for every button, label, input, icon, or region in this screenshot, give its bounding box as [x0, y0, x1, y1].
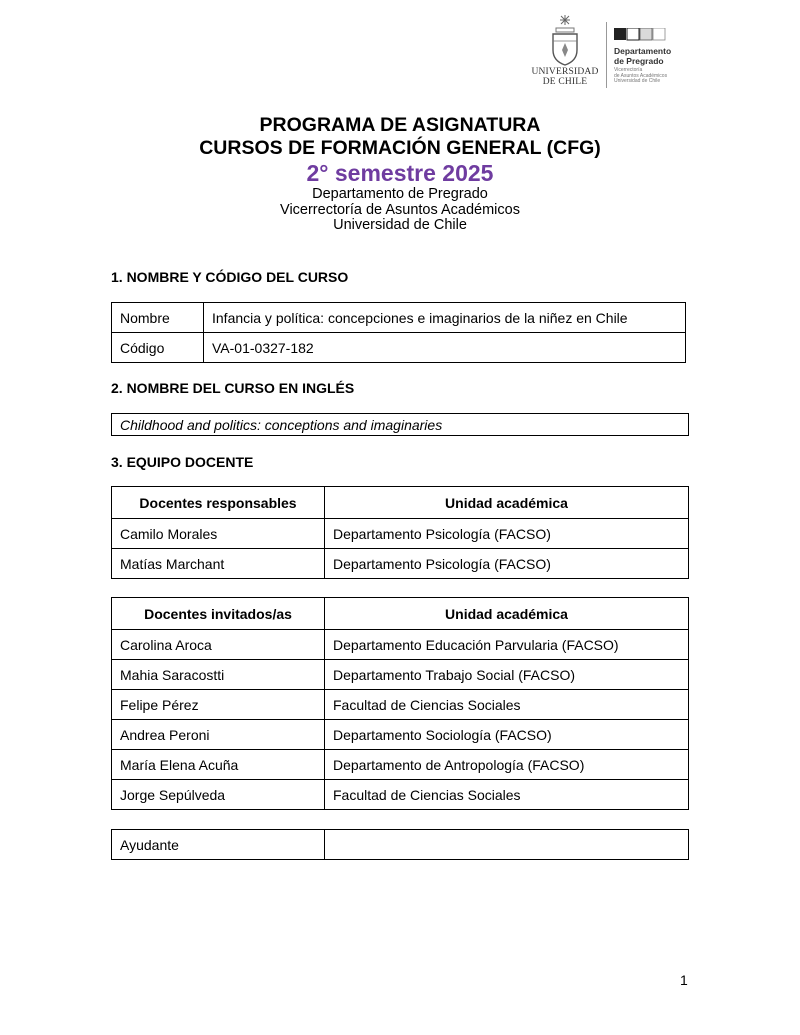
title-line-2: CURSOS DE FORMACIÓN GENERAL (CFG): [199, 137, 601, 159]
docentes-invitados-table: [111, 597, 689, 810]
university-logo-line-1: UNIVERSIDAD: [531, 67, 599, 77]
header-logos: [528, 14, 688, 90]
table-row: [112, 414, 689, 436]
section-1-heading: 1. NOMBRE Y CÓDIGO DEL CURSO: [111, 269, 349, 285]
semester-title: 2° semestre 2025: [306, 160, 494, 186]
department-logo-mark-icon: [614, 28, 666, 42]
table-row: [112, 750, 689, 780]
unidad-academica: Departamento Sociología (FACSO): [325, 720, 689, 750]
table-row: [112, 690, 689, 720]
logo-divider: [606, 22, 607, 88]
docente-name: Andrea Peroni: [112, 720, 325, 750]
ayudante-value: [325, 830, 689, 860]
department-logo-sub-1: Vicerrectoría: [614, 67, 643, 73]
table-row: [112, 549, 689, 579]
unidad-academica: Facultad de Ciencias Sociales: [325, 780, 689, 810]
docente-name: María Elena Acuña: [112, 750, 325, 780]
course-name-value: Infancia y política: concepciones e imaginarios de la niñez en Chile: [204, 303, 686, 333]
department-logo-sub-3: Universidad de Chile: [614, 78, 661, 84]
table-row: [112, 660, 689, 690]
unidad-academica: Departamento de Antropología (FACSO): [325, 750, 689, 780]
title-line-1: PROGRAMA DE ASIGNATURA: [259, 114, 541, 136]
docente-name: Mahia Saracostti: [112, 660, 325, 690]
unidad-academica: Departamento Educación Parvularia (FACSO): [325, 630, 689, 660]
table-row: [112, 333, 686, 363]
ayudante-label: Ayudante: [112, 830, 325, 860]
table-row: [112, 630, 689, 660]
english-name-table: [111, 413, 689, 436]
table-row: [112, 780, 689, 810]
docente-name: Jorge Sepúlveda: [112, 780, 325, 810]
docente-name: Camilo Morales: [112, 519, 325, 549]
ayudante-table: [111, 829, 689, 860]
unidad-academica: Departamento Psicología (FACSO): [325, 519, 689, 549]
departamento-pregrado-logo: [614, 28, 694, 85]
university-crest-icon: [548, 14, 582, 66]
department-logo-sub-2: de Asuntos Académicos: [614, 72, 668, 79]
table-row: [112, 519, 689, 549]
column-header-unidad-academica: Unidad académica: [325, 487, 689, 519]
column-header-unidad-academica: Unidad académica: [325, 598, 689, 630]
subtitle-university: Universidad de Chile: [333, 217, 467, 233]
unidad-academica: Departamento Psicología (FACSO): [325, 549, 689, 579]
section-2-heading: 2. NOMBRE DEL CURSO EN INGLÉS: [111, 380, 355, 396]
subtitle-vicerrectoria: Vicerrectoría de Asuntos Académicos: [280, 201, 520, 218]
course-name-code-table: [111, 302, 686, 363]
university-logo-line-2: DE CHILE: [542, 77, 588, 87]
english-course-name: Childhood and politics: conceptions and imaginaries: [112, 414, 689, 436]
docente-name: Felipe Pérez: [112, 690, 325, 720]
column-header-docentes-responsables: Docentes responsables: [112, 487, 325, 519]
document-title-block: [0, 114, 800, 234]
course-name-label: Nombre: [112, 303, 204, 333]
universidad-de-chile-logo: [528, 14, 602, 90]
department-logo-line-2: de Pregrado: [614, 55, 664, 66]
department-logo-line-1: Departamento: [614, 46, 672, 56]
page-number: 1: [680, 972, 688, 988]
course-code-value: VA-01-0327-182: [204, 333, 686, 363]
docente-name: Matías Marchant: [112, 549, 325, 579]
unidad-academica: Facultad de Ciencias Sociales: [325, 690, 689, 720]
section-3-heading: 3. EQUIPO DOCENTE: [111, 454, 254, 470]
table-header-row: [112, 598, 689, 630]
docentes-responsables-table: [111, 486, 689, 579]
table-row: [112, 720, 689, 750]
subtitle-department: Departamento de Pregrado: [312, 186, 488, 202]
unidad-academica: Departamento Trabajo Social (FACSO): [325, 660, 689, 690]
table-row: [112, 830, 689, 860]
table-row: [112, 303, 686, 333]
column-header-docentes-invitados: Docentes invitados/as: [112, 598, 325, 630]
course-code-label: Código: [112, 333, 204, 363]
docente-name: Carolina Aroca: [112, 630, 325, 660]
table-header-row: [112, 487, 689, 519]
